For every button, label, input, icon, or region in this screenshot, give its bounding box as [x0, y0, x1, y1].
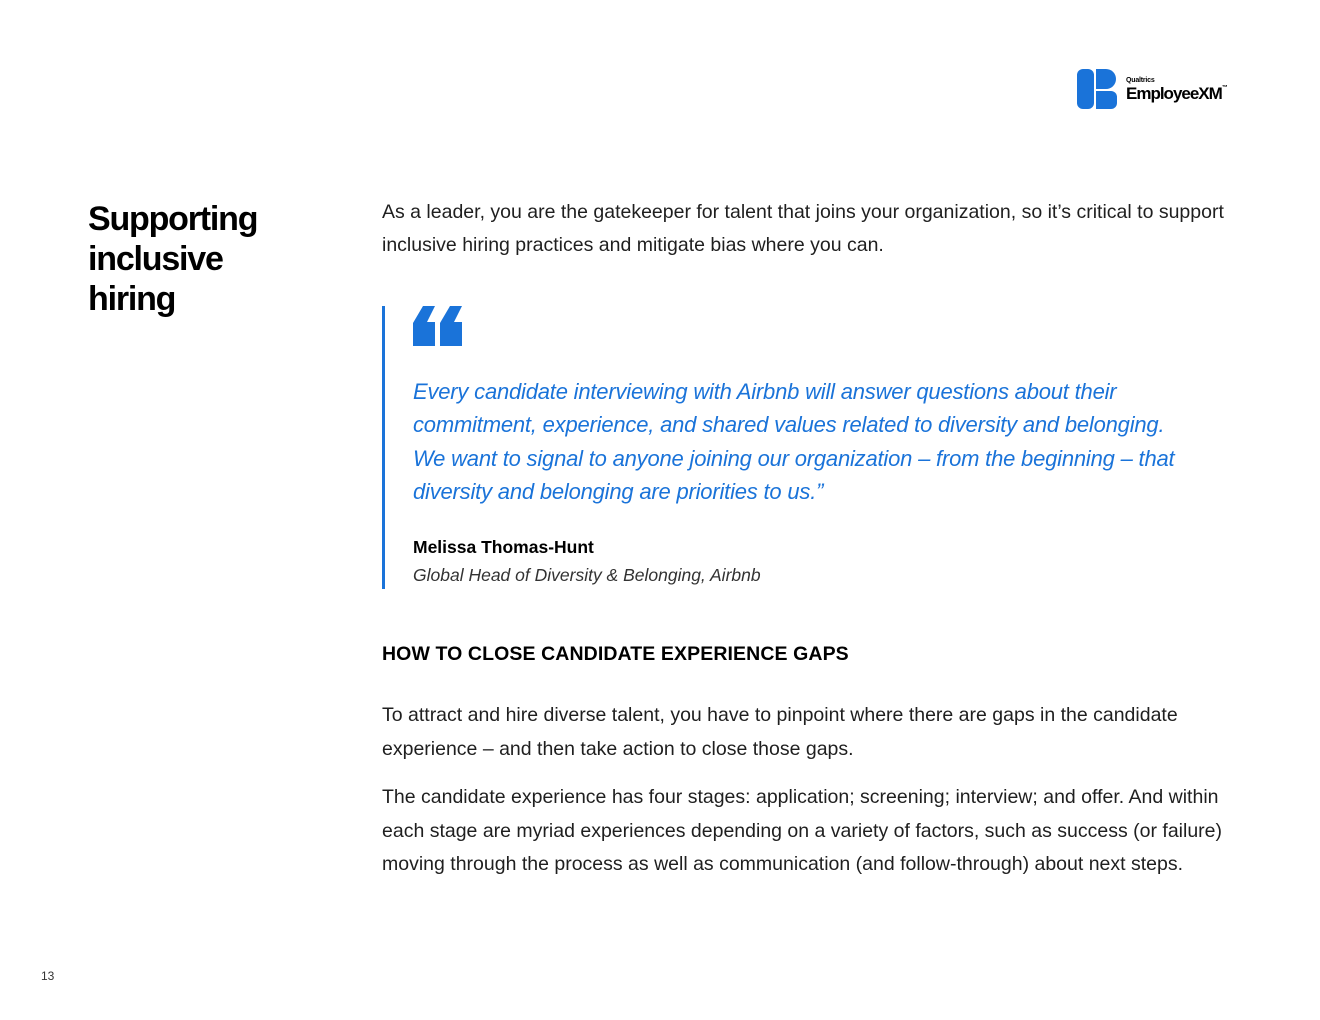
quote-mark-icon	[413, 306, 463, 346]
logo-company: Qualtrics	[1126, 76, 1155, 84]
logo-wordmark	[1126, 77, 1228, 102]
quote-text: Every candidate interviewing with Airbnb will answer questions about their commitment, experience, and shared values related to diversity and belonging. We want to signal to anyone joining our organization – from the beginning – that diversity and belonging are priorities to us.”	[413, 378, 1175, 505]
intro-paragraph: As a leader, you are the gatekeeper for talent that joins your organization, so it’s critical to support inclusive hiring practices and mitigate bias where you can.	[382, 201, 1224, 257]
section-paragraph: The candidate experience has four stages: application; screening; interview; and offer. And within each stage are myriad experiences depending on a variety of factors, such as success (or failure) moving through the process as well as communication (and follow-through) about next steps.	[382, 786, 1223, 876]
logo-trademark: ™	[1221, 84, 1228, 91]
brand-logo	[1077, 69, 1228, 109]
section-paragraph: To attract and hire diverse talent, you have to pinpoint where there are gaps in the candidate experience – and then take action to close those gaps.	[382, 704, 1178, 760]
pull-quote	[382, 306, 1193, 590]
qualtrics-logo-icon	[1077, 69, 1117, 109]
quote-author-name: Melissa Thomas-Hunt	[413, 537, 594, 558]
quote-author-title: Global Head of Diversity & Belonging, Airbnb	[413, 565, 761, 586]
logo-product: EmployeeXM	[1126, 83, 1222, 103]
section-heading: HOW TO CLOSE CANDIDATE EXPERIENCE GAPS	[382, 643, 849, 666]
main-content	[382, 196, 1232, 881]
page-title: Supporting inclusive hiring	[88, 200, 258, 318]
page-number: 13	[41, 969, 55, 983]
